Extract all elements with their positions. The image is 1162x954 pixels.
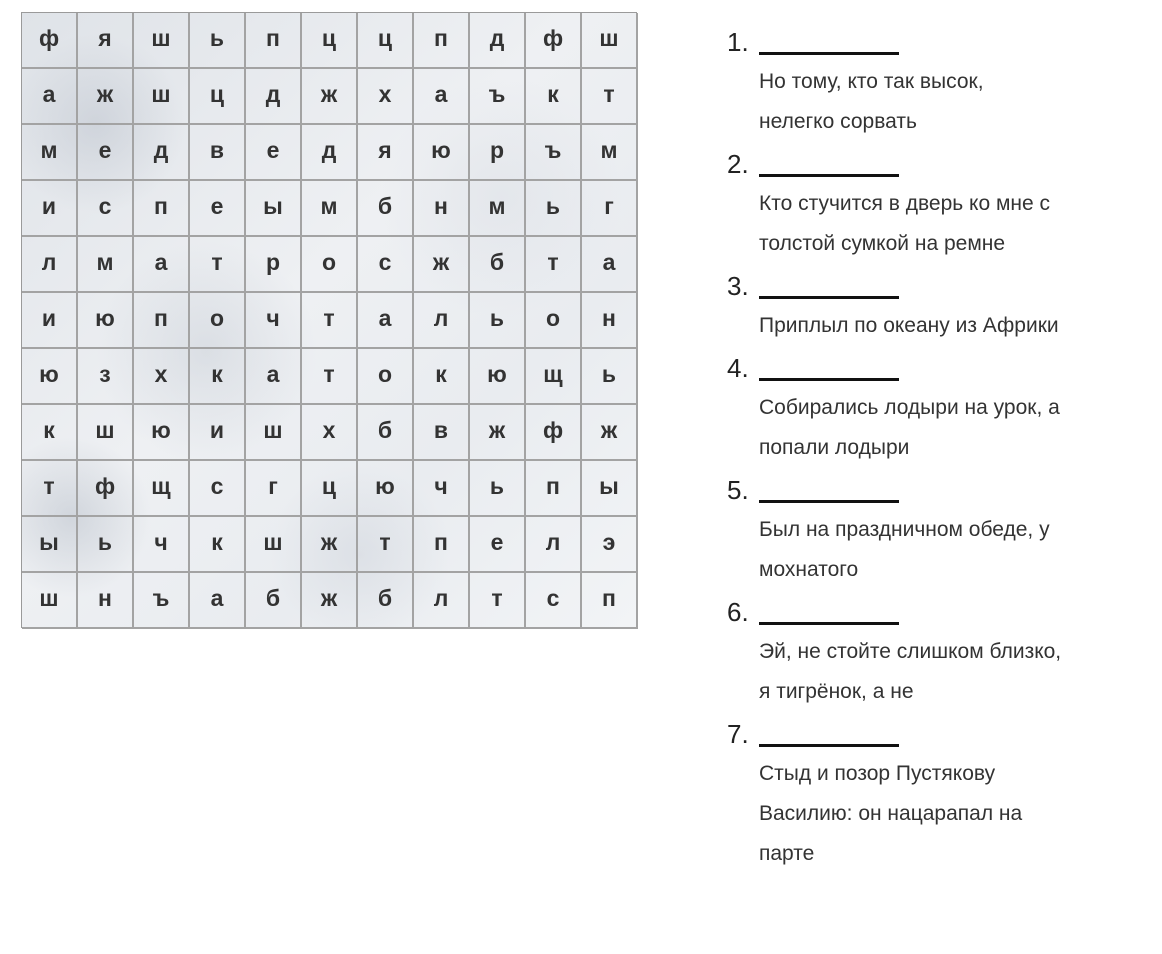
grid-cell-r11-c11[interactable]: п bbox=[582, 573, 638, 629]
grid-cell-r11-c9[interactable]: т bbox=[470, 573, 526, 629]
clue-header bbox=[727, 474, 1147, 506]
grid-cell-r9-c10[interactable]: п bbox=[526, 461, 582, 517]
grid-cell-r10-c9[interactable]: е bbox=[470, 517, 526, 573]
grid-cell-r2-c6[interactable]: ж bbox=[302, 69, 358, 125]
grid-cell-r1-c4[interactable]: ь bbox=[190, 13, 246, 69]
grid-cell-r4-c9[interactable]: м bbox=[470, 181, 526, 237]
grid-cell-r5-c10[interactable]: т bbox=[526, 237, 582, 293]
clue-header bbox=[727, 352, 1147, 384]
grid-cell-r7-c4[interactable]: к bbox=[190, 349, 246, 405]
clue-text bbox=[759, 632, 1099, 712]
clue-number: 1. bbox=[727, 27, 749, 57]
clue-text-line: Был на праздничном обеде, у bbox=[759, 518, 1050, 541]
grid-cell-r5-c3[interactable]: а bbox=[134, 237, 190, 293]
grid-cell-r7-c2[interactable]: з bbox=[78, 349, 134, 405]
clue-text-line: парте bbox=[759, 842, 815, 865]
clue-header bbox=[727, 270, 1147, 302]
grid-cell-r8-c11[interactable]: ж bbox=[582, 405, 638, 461]
grid-cell-r11-c2[interactable]: н bbox=[78, 573, 134, 629]
grid-cell-r5-c4[interactable]: т bbox=[190, 237, 246, 293]
clue-item-7 bbox=[727, 718, 1147, 874]
grid-cell-r11-c7[interactable]: б bbox=[358, 573, 414, 629]
grid-cell-r3-c8[interactable]: ю bbox=[414, 125, 470, 181]
clue-header bbox=[727, 26, 1147, 58]
grid-cell-r6-c4[interactable]: о bbox=[190, 293, 246, 349]
grid-cell-r8-c5[interactable]: ш bbox=[246, 405, 302, 461]
grid-cell-r6-c9[interactable]: ь bbox=[470, 293, 526, 349]
grid-cell-r11-c4[interactable]: а bbox=[190, 573, 246, 629]
grid-cell-r1-c11[interactable]: ш bbox=[582, 13, 638, 69]
clue-number: 2. bbox=[727, 149, 749, 179]
clue-list bbox=[727, 26, 1147, 880]
grid-cell-r2-c1[interactable]: а bbox=[22, 69, 78, 125]
grid-cell-r3-c3[interactable]: д bbox=[134, 125, 190, 181]
grid-cell-r11-c5[interactable]: б bbox=[246, 573, 302, 629]
grid-cell-r4-c10[interactable]: ь bbox=[526, 181, 582, 237]
grid-cell-r1-c2[interactable]: я bbox=[78, 13, 134, 69]
clue-number: 6. bbox=[727, 597, 749, 627]
grid-cell-r2-c5[interactable]: д bbox=[246, 69, 302, 125]
grid-cell-r2-c4[interactable]: ц bbox=[190, 69, 246, 125]
grid-cell-r4-c2[interactable]: с bbox=[78, 181, 134, 237]
clue-text-line: толстой сумкой на ремне bbox=[759, 232, 1006, 255]
clue-text-line: Собирались лодыри на урок, а bbox=[759, 396, 1060, 419]
grid-cell-r7-c7[interactable]: о bbox=[358, 349, 414, 405]
grid-cell-r6-c5[interactable]: ч bbox=[246, 293, 302, 349]
grid-cell-r8-c1[interactable]: к bbox=[22, 405, 78, 461]
grid-cell-r4-c7[interactable]: б bbox=[358, 181, 414, 237]
grid-cell-r8-c3[interactable]: ю bbox=[134, 405, 190, 461]
clue-text-line: нелегко сорвать bbox=[759, 110, 917, 133]
grid-cell-r4-c4[interactable]: е bbox=[190, 181, 246, 237]
grid-cell-r5-c8[interactable]: ж bbox=[414, 237, 470, 293]
clue-text-line: Приплыл по океану из Африки bbox=[759, 314, 1059, 337]
clue-header bbox=[727, 148, 1147, 180]
grid-cell-r3-c10[interactable]: ъ bbox=[526, 125, 582, 181]
grid-cell-r1-c3[interactable]: ш bbox=[134, 13, 190, 69]
answer-blank[interactable] bbox=[759, 475, 899, 503]
clue-item-2 bbox=[727, 148, 1147, 264]
clue-item-4 bbox=[727, 352, 1147, 468]
grid-cell-r5-c11[interactable]: а bbox=[582, 237, 638, 293]
grid-cell-r11-c3[interactable]: ъ bbox=[134, 573, 190, 629]
clue-text bbox=[759, 306, 1099, 346]
clue-item-1 bbox=[727, 26, 1147, 142]
clue-text-line: мохнатого bbox=[759, 558, 859, 581]
grid-cell-r6-c8[interactable]: л bbox=[414, 293, 470, 349]
grid-cell-r10-c1[interactable]: ы bbox=[22, 517, 78, 573]
grid-cell-r8-c2[interactable]: ш bbox=[78, 405, 134, 461]
grid-cell-r8-c10[interactable]: ф bbox=[526, 405, 582, 461]
grid-cell-r10-c8[interactable]: п bbox=[414, 517, 470, 573]
grid-cell-r3-c4[interactable]: в bbox=[190, 125, 246, 181]
grid-cell-r6-c10[interactable]: о bbox=[526, 293, 582, 349]
grid-cell-r3-c1[interactable]: м bbox=[22, 125, 78, 181]
grid-cell-r4-c3[interactable]: п bbox=[134, 181, 190, 237]
answer-blank[interactable] bbox=[759, 353, 899, 381]
grid-cell-r1-c9[interactable]: д bbox=[470, 13, 526, 69]
grid-cell-r10-c3[interactable]: ч bbox=[134, 517, 190, 573]
answer-blank[interactable] bbox=[759, 271, 899, 299]
grid-cell-r6-c11[interactable]: н bbox=[582, 293, 638, 349]
grid-cell-r10-c6[interactable]: ж bbox=[302, 517, 358, 573]
grid-cell-r7-c1[interactable]: ю bbox=[22, 349, 78, 405]
grid-cell-r1-c7[interactable]: ц bbox=[358, 13, 414, 69]
clue-text bbox=[759, 184, 1099, 264]
grid-cell-r8-c9[interactable]: ж bbox=[470, 405, 526, 461]
grid-cell-r6-c7[interactable]: а bbox=[358, 293, 414, 349]
grid-cell-r5-c2[interactable]: м bbox=[78, 237, 134, 293]
grid-cell-r1-c6[interactable]: ц bbox=[302, 13, 358, 69]
grid-cell-r7-c11[interactable]: ь bbox=[582, 349, 638, 405]
grid-cell-r9-c2[interactable]: ф bbox=[78, 461, 134, 517]
clue-text bbox=[759, 62, 1099, 142]
clue-text bbox=[759, 510, 1099, 590]
grid-cell-r7-c5[interactable]: а bbox=[246, 349, 302, 405]
word-search-grid bbox=[21, 12, 637, 628]
letter-grid bbox=[22, 13, 637, 629]
clue-text-line: Василию: он нацарапал на bbox=[759, 802, 1023, 825]
grid-cell-r7-c3[interactable]: х bbox=[134, 349, 190, 405]
clue-item-3 bbox=[727, 270, 1147, 346]
grid-cell-r5-c7[interactable]: с bbox=[358, 237, 414, 293]
grid-cell-r3-c9[interactable]: р bbox=[470, 125, 526, 181]
grid-cell-r5-c1[interactable]: л bbox=[22, 237, 78, 293]
grid-cell-r2-c2[interactable]: ж bbox=[78, 69, 134, 125]
grid-cell-r11-c8[interactable]: л bbox=[414, 573, 470, 629]
grid-cell-r5-c6[interactable]: о bbox=[302, 237, 358, 293]
grid-cell-r1-c1[interactable]: ф bbox=[22, 13, 78, 69]
grid-cell-r11-c6[interactable]: ж bbox=[302, 573, 358, 629]
grid-cell-r8-c4[interactable]: и bbox=[190, 405, 246, 461]
grid-cell-r4-c5[interactable]: ы bbox=[246, 181, 302, 237]
clue-text-line: Кто стучится в дверь ко мне с bbox=[759, 192, 1051, 215]
clue-text-line: Но тому, кто так высок, bbox=[759, 70, 984, 93]
grid-cell-r3-c11[interactable]: м bbox=[582, 125, 638, 181]
grid-cell-r7-c6[interactable]: т bbox=[302, 349, 358, 405]
answer-blank[interactable] bbox=[759, 149, 899, 177]
grid-cell-r1-c5[interactable]: п bbox=[246, 13, 302, 69]
grid-cell-r3-c2[interactable]: е bbox=[78, 125, 134, 181]
grid-cell-r9-c11[interactable]: ы bbox=[582, 461, 638, 517]
grid-cell-r8-c8[interactable]: в bbox=[414, 405, 470, 461]
grid-cell-r7-c8[interactable]: к bbox=[414, 349, 470, 405]
clue-text bbox=[759, 754, 1099, 874]
grid-cell-r8-c7[interactable]: б bbox=[358, 405, 414, 461]
grid-cell-r4-c6[interactable]: м bbox=[302, 181, 358, 237]
grid-cell-r11-c10[interactable]: с bbox=[526, 573, 582, 629]
grid-cell-r7-c10[interactable]: щ bbox=[526, 349, 582, 405]
grid-cell-r4-c11[interactable]: г bbox=[582, 181, 638, 237]
grid-cell-r6-c6[interactable]: т bbox=[302, 293, 358, 349]
clue-text-line: Стыд и позор Пустякову bbox=[759, 762, 996, 785]
grid-cell-r9-c6[interactable]: ц bbox=[302, 461, 358, 517]
clue-number: 3. bbox=[727, 271, 749, 301]
answer-blank[interactable] bbox=[759, 27, 899, 55]
grid-cell-r2-c10[interactable]: к bbox=[526, 69, 582, 125]
clue-number: 4. bbox=[727, 353, 749, 383]
clue-text-line: Эй, не стойте слишком близко, bbox=[759, 640, 1062, 663]
grid-cell-r3-c6[interactable]: д bbox=[302, 125, 358, 181]
grid-cell-r9-c3[interactable]: щ bbox=[134, 461, 190, 517]
clue-number: 5. bbox=[727, 475, 749, 505]
grid-cell-r3-c5[interactable]: е bbox=[246, 125, 302, 181]
grid-cell-r10-c4[interactable]: к bbox=[190, 517, 246, 573]
clue-item-5 bbox=[727, 474, 1147, 590]
clue-text bbox=[759, 388, 1099, 468]
grid-cell-r2-c7[interactable]: х bbox=[358, 69, 414, 125]
grid-cell-r4-c8[interactable]: н bbox=[414, 181, 470, 237]
grid-cell-r10-c7[interactable]: т bbox=[358, 517, 414, 573]
grid-cell-r2-c3[interactable]: ш bbox=[134, 69, 190, 125]
grid-cell-r8-c6[interactable]: х bbox=[302, 405, 358, 461]
grid-cell-r9-c5[interactable]: г bbox=[246, 461, 302, 517]
grid-cell-r9-c9[interactable]: ь bbox=[470, 461, 526, 517]
grid-cell-r9-c7[interactable]: ю bbox=[358, 461, 414, 517]
grid-cell-r2-c8[interactable]: а bbox=[414, 69, 470, 125]
grid-cell-r11-c1[interactable]: ш bbox=[22, 573, 78, 629]
clue-header bbox=[727, 596, 1147, 628]
grid-cell-r4-c1[interactable]: и bbox=[22, 181, 78, 237]
grid-cell-r2-c9[interactable]: ъ bbox=[470, 69, 526, 125]
grid-cell-r10-c5[interactable]: ш bbox=[246, 517, 302, 573]
clue-number: 7. bbox=[727, 719, 749, 749]
grid-cell-r10-c11[interactable]: э bbox=[582, 517, 638, 573]
clue-text-line: попали лодыри bbox=[759, 436, 910, 459]
grid-cell-r6-c3[interactable]: п bbox=[134, 293, 190, 349]
grid-cell-r3-c7[interactable]: я bbox=[358, 125, 414, 181]
grid-cell-r5-c9[interactable]: б bbox=[470, 237, 526, 293]
grid-cell-r5-c5[interactable]: р bbox=[246, 237, 302, 293]
grid-cell-r6-c1[interactable]: и bbox=[22, 293, 78, 349]
answer-blank[interactable] bbox=[759, 719, 899, 747]
grid-cell-r9-c8[interactable]: ч bbox=[414, 461, 470, 517]
grid-cell-r2-c11[interactable]: т bbox=[582, 69, 638, 125]
grid-cell-r7-c9[interactable]: ю bbox=[470, 349, 526, 405]
clue-header bbox=[727, 718, 1147, 750]
clue-item-6 bbox=[727, 596, 1147, 712]
grid-cell-r10-c10[interactable]: л bbox=[526, 517, 582, 573]
clue-text-line: я тигрёнок, а не bbox=[759, 680, 914, 703]
grid-cell-r9-c1[interactable]: т bbox=[22, 461, 78, 517]
grid-cell-r10-c2[interactable]: ь bbox=[78, 517, 134, 573]
grid-cell-r6-c2[interactable]: ю bbox=[78, 293, 134, 349]
grid-cell-r1-c10[interactable]: ф bbox=[526, 13, 582, 69]
grid-cell-r1-c8[interactable]: п bbox=[414, 13, 470, 69]
answer-blank[interactable] bbox=[759, 597, 899, 625]
grid-cell-r9-c4[interactable]: с bbox=[190, 461, 246, 517]
